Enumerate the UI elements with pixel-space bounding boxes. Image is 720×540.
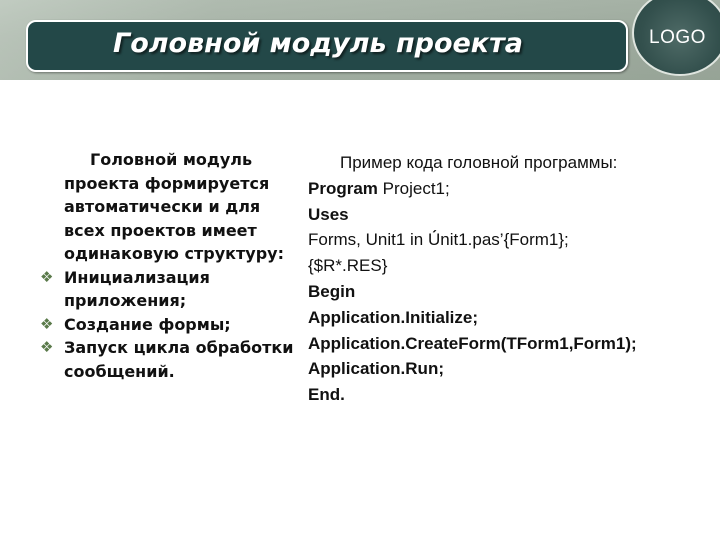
code-line [308, 227, 720, 253]
list-item [40, 313, 302, 337]
code-line [308, 176, 720, 202]
code-text: {$R*.RES} [308, 256, 388, 276]
bullet-text: Запуск цикла обработки сообщений. [64, 338, 294, 381]
code-line [308, 331, 720, 357]
code-keyword: End. [308, 385, 345, 405]
code-keyword: Program [308, 178, 378, 198]
code-keyword: Application.Run; [308, 359, 444, 379]
description-panel [40, 148, 302, 383]
code-line [308, 279, 720, 305]
code-keyword: Application.Initialize; [308, 307, 479, 327]
list-item [40, 336, 302, 383]
code-keyword: Application.CreateForm(TForm1,Form1); [308, 333, 637, 353]
code-example-panel [308, 150, 720, 408]
code-text: Forms, Unit1 in Ú́nit1.pas’{Form1}; [308, 230, 569, 250]
list-item [40, 266, 302, 313]
diamond-bullet-icon: ❖ [40, 267, 54, 286]
code-heading: Пример кода головной программы: [340, 153, 618, 172]
code-text: Project1; [377, 178, 450, 198]
diamond-bullet-icon: ❖ [40, 314, 54, 333]
code-line [308, 305, 720, 331]
bullet-text: Создание формы; [64, 314, 231, 334]
diamond-bullet-icon: ❖ [40, 338, 54, 356]
code-line [308, 382, 720, 408]
code-keyword: Uses [308, 204, 349, 224]
logo-text: LOGO [649, 27, 706, 48]
code-line [308, 253, 720, 279]
code-line [308, 202, 720, 228]
intro-text: Головной модуль проекта формируется автоматически и для всех проектов имеет одинаковую структуру: [64, 150, 284, 263]
code-line [308, 356, 720, 382]
page-title: Головной модуль проекта [113, 28, 523, 59]
code-keyword: Begin [308, 281, 356, 301]
bullet-text: Инициализация приложения; [64, 267, 210, 310]
